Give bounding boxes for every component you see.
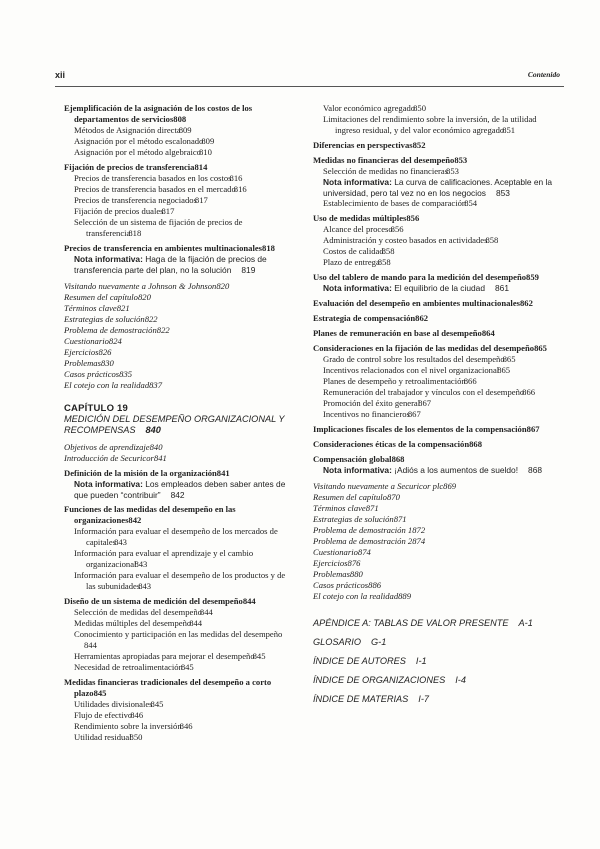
end-matter-item-page: 826 xyxy=(98,347,112,357)
toc-subentry-page: 844 xyxy=(84,640,97,650)
toc-heading-text: Planes de remuneración en base al desempeño xyxy=(313,327,482,338)
toc-subentry xyxy=(313,398,553,409)
toc-subentry-text: Costos de calidad xyxy=(323,246,384,256)
toc-subentry xyxy=(64,662,286,673)
running-title: Contenido xyxy=(527,70,560,79)
toc-subentry-page: 818 xyxy=(128,228,142,238)
toc-subentry-page: 843 xyxy=(134,559,148,569)
appendix-item-text: GLOSARIO xyxy=(313,637,361,647)
toc-subentry-text: Información para evaluar el aprendizaje y el cambio organizacional xyxy=(74,548,254,569)
end-matter-item-page: 886 xyxy=(368,580,382,590)
toc-subentry-text: Incentivos relacionados con el nivel organizacional xyxy=(323,364,500,375)
end-matter-item-text: Ejercicios xyxy=(313,558,348,568)
appendix-item-text: ÍNDICE DE MATERIAS xyxy=(313,694,409,704)
toc-entry xyxy=(64,596,286,673)
toc-entry xyxy=(313,298,553,309)
appendix-item xyxy=(313,614,553,633)
toc-heading-text: Diferencias en perspectivas xyxy=(313,140,413,150)
toc-subentry-page: 867 xyxy=(418,397,432,408)
toc-heading-text: Precios de transferencia en ambientes multinacionales xyxy=(64,243,263,253)
info-note-text: La curva de calificaciones. Aceptable en la universidad, pero tal vez no en los negocios xyxy=(323,177,553,198)
toc-subentry-text: Limitaciones del rendimiento sobre la inversión, de la utilidad ingreso residual, y del valor económico agregado xyxy=(323,114,537,135)
end-matter-item-page: 889 xyxy=(398,591,412,601)
toc-subentry-text: Información para evaluar el desempeño de los productos y de las subunidades xyxy=(74,570,286,591)
toc-subentry-text: Promoción del éxito general xyxy=(323,397,421,408)
end-matter-item-text: Problema de demostración 2 xyxy=(313,536,413,546)
toc-subentry xyxy=(64,651,286,662)
toc-subentry-text: Información para evaluar el desempeño de los mercados de capitales xyxy=(74,526,278,547)
toc-heading xyxy=(64,103,286,125)
toc-subentry xyxy=(64,607,286,618)
toc-heading xyxy=(313,424,553,435)
toc-subentry xyxy=(313,198,553,209)
toc-entry xyxy=(313,424,553,435)
end-matter-item-text: Problema de demostración 1 xyxy=(313,525,413,535)
toc-heading xyxy=(313,213,553,224)
appendix-item-page: A-1 xyxy=(518,618,533,628)
toc-subentry-text: Grado de control sobre los resultados del desempeño xyxy=(323,353,505,364)
toc-heading-text: Compensación global xyxy=(313,453,392,464)
toc-subentry-text: Plazo de entrega xyxy=(323,257,380,267)
toc-heading-text: Definición de la misión de la organización xyxy=(64,468,217,478)
end-matter-item-text: Resumen del capítulo xyxy=(64,292,138,302)
end-matter-item xyxy=(64,281,286,292)
toc-heading-page: 859 xyxy=(526,272,539,282)
end-matter-item-text: Cuestionario xyxy=(64,336,109,346)
toc-column-left xyxy=(64,103,286,743)
toc-entry xyxy=(313,155,553,209)
continued-subentries xyxy=(313,103,553,136)
end-matter-item-page: 872 xyxy=(412,525,426,535)
info-note-page: 868 xyxy=(528,464,543,475)
toc-subentry-page: 845 xyxy=(252,651,266,661)
toc-subentry-page: 845 xyxy=(180,662,194,672)
appendix-item xyxy=(313,652,553,671)
toc-subentry-text: Asignación por el método escalonado xyxy=(74,136,204,146)
toc-subentry-page: 853 xyxy=(446,166,459,176)
end-matter-item-page: 822 xyxy=(156,325,170,335)
end-matter-item-page: 830 xyxy=(100,358,114,368)
end-matter-item-page: 824 xyxy=(108,336,122,346)
end-matter-item xyxy=(313,481,553,492)
toc-subentry-text: Selección de un sistema de fijación de precios de transferencia xyxy=(74,217,243,238)
toc-subentry-page: 858 xyxy=(377,257,391,267)
toc-heading-text: Diseño de un sistema de medición del desempeño xyxy=(64,596,243,606)
end-matter-item-page: 835 xyxy=(119,369,133,379)
end-matter-item-page: 841 xyxy=(153,453,167,463)
end-matter-item-text: Objetivos de aprendizaje xyxy=(64,442,150,452)
end-matter-item xyxy=(64,380,286,391)
end-matter-item-page: 820 xyxy=(216,281,230,291)
toc-subentry xyxy=(64,136,286,147)
appendix-item-page: G-1 xyxy=(371,637,387,647)
toc-subentry-page: 843 xyxy=(138,581,152,591)
end-matter-item xyxy=(64,442,286,453)
toc-subentry-text: Valor económico agregado xyxy=(323,103,416,113)
toc-subentry xyxy=(64,147,286,158)
toc-heading-page: 853 xyxy=(454,155,468,165)
end-matter-item-page: 869 xyxy=(443,481,457,491)
toc-heading-page: 862 xyxy=(415,312,429,323)
info-note xyxy=(313,465,553,476)
toc-subentry-page: 816 xyxy=(233,184,247,194)
appendix-item-page: I-4 xyxy=(455,675,466,685)
toc-subentry-page: 865 xyxy=(502,353,516,364)
appendix-item-page: I-1 xyxy=(415,656,427,666)
toc-subentry-page: 809 xyxy=(178,125,192,135)
appendix-list xyxy=(313,614,553,709)
info-note-label: Nota informativa: xyxy=(74,254,143,264)
toc-heading-page: 808 xyxy=(173,114,187,124)
toc-heading xyxy=(64,243,286,254)
appendix-item xyxy=(313,633,553,652)
toc-subentry-page: 809 xyxy=(201,136,215,146)
toc-heading xyxy=(313,313,553,324)
end-matter-item xyxy=(313,514,553,525)
toc-subentry-page: 846 xyxy=(179,721,193,731)
end-matter-item xyxy=(64,369,286,380)
header-rule xyxy=(55,86,564,87)
end-matter-item xyxy=(313,569,553,580)
toc-subentry xyxy=(64,618,286,629)
info-note xyxy=(64,254,286,275)
toc-entry xyxy=(64,677,286,743)
end-matter-item xyxy=(313,525,553,536)
toc-heading xyxy=(313,272,553,283)
toc-heading-page: 845 xyxy=(93,688,107,698)
toc-subentry-page: 850 xyxy=(129,732,143,742)
toc-subentry xyxy=(64,217,286,239)
toc-entry xyxy=(64,468,286,500)
end-matter-item-text: Visitando nuevamente a Johnson & Johnson xyxy=(64,281,217,291)
toc-heading-text: Uso de medidas múltiples xyxy=(313,213,407,223)
toc-heading xyxy=(313,328,553,339)
toc-subentry-page: 816 xyxy=(229,173,243,183)
toc-subentry xyxy=(64,184,286,195)
toc-entry xyxy=(313,140,553,151)
toc-subentry-page: 817 xyxy=(161,206,175,216)
chapter-label: CAPÍTULO 19 xyxy=(64,403,128,414)
page-header xyxy=(0,0,600,90)
end-matter-item xyxy=(313,503,553,514)
toc-heading-page: 841 xyxy=(216,468,230,478)
toc-heading-page: 865 xyxy=(534,342,547,353)
toc-subentry xyxy=(64,710,286,721)
toc-subentry xyxy=(64,548,286,570)
end-matter-item-page: 871 xyxy=(393,514,407,524)
toc-heading-page: 862 xyxy=(519,297,533,308)
appendix-item-text: ÍNDICE DE ORGANIZACIONES xyxy=(313,675,446,685)
end-matter-item-text: Estrategias de solución xyxy=(64,314,145,324)
end-matter-item-text: Términos clave xyxy=(313,503,366,513)
toc-subentry xyxy=(313,246,553,257)
end-matter-item-text: Cuestionario xyxy=(313,547,358,557)
toc-subentry-text: Establecimiento de bases de comparación xyxy=(323,198,467,208)
toc-subentry xyxy=(64,629,286,651)
end-matter-item-page: 871 xyxy=(365,503,379,513)
end-matter-item-text: El cotejo con la realidad xyxy=(313,591,399,601)
toc-subentry xyxy=(64,721,286,732)
toc-subentry-page: 843 xyxy=(114,537,127,547)
toc-subentry xyxy=(313,387,553,398)
toc-heading-text: Uso del tablero de mando para la medición del desempeño xyxy=(313,272,527,282)
toc-subentry-page: 866 xyxy=(463,375,477,386)
toc-entry xyxy=(313,439,553,450)
toc-heading-text: Medidas financieras tradicionales del desempeño a corto plazo xyxy=(64,677,272,698)
toc-subentry-page: 845 xyxy=(150,699,164,709)
toc-heading-page: 842 xyxy=(128,515,142,525)
end-matter-list xyxy=(313,481,553,602)
toc-entry xyxy=(64,103,286,158)
end-matter-item xyxy=(64,314,286,325)
toc-subentry xyxy=(313,354,553,365)
toc-subentry-text: Conocimiento y participación en las medidas del desempeño xyxy=(74,629,283,639)
appendix-item-text: APÉNDICE A: TABLAS DE VALOR PRESENTE xyxy=(313,618,509,628)
end-matter-item-page: 820 xyxy=(137,292,151,302)
chapter-title-page: 840 xyxy=(145,425,161,435)
end-matter-item-text: Problema de demostración xyxy=(64,325,157,335)
toc-subentry-text: Selección de medidas no financieras xyxy=(323,166,449,176)
end-matter-item-page: 876 xyxy=(347,558,361,568)
toc-subentry xyxy=(64,570,286,592)
toc-subentry xyxy=(313,365,553,376)
toc-heading-text: Consideraciones éticas de la compensación xyxy=(313,438,470,449)
info-note-text: El equilibrio de la ciudad xyxy=(394,283,485,293)
toc-entry xyxy=(313,454,553,476)
toc-subentry xyxy=(64,699,286,710)
end-matter-item-page: 840 xyxy=(149,442,163,452)
toc-heading-text: Fijación de precios de transferencia xyxy=(64,162,195,172)
toc-subentry xyxy=(64,206,286,217)
toc-subentry-text: Métodos de Asignación directa xyxy=(74,125,181,135)
toc-entry xyxy=(64,504,286,592)
info-note xyxy=(64,479,286,500)
end-matter-item-page: 821 xyxy=(116,303,130,313)
toc-heading-page: 868 xyxy=(469,438,483,449)
toc-heading-page: 814 xyxy=(194,162,208,172)
toc-heading xyxy=(64,468,286,479)
end-matter-item-text: Problemas xyxy=(64,358,101,368)
toc-subentry-page: 844 xyxy=(189,618,203,628)
toc-subentry xyxy=(64,173,286,184)
end-matter-item-page: 822 xyxy=(144,314,158,324)
toc-subentry-page: 867 xyxy=(407,408,421,419)
toc-heading xyxy=(64,162,286,173)
end-matter-item-page: 880 xyxy=(349,569,363,579)
toc-subentry-page: 856 xyxy=(390,224,404,234)
end-matter-item-page: 870 xyxy=(386,492,400,502)
toc-subentry-text: Alcance del proceso xyxy=(323,224,393,234)
toc-subentry-page: 858 xyxy=(485,235,499,245)
toc-subentry-page: 850 xyxy=(413,103,426,113)
toc-entry xyxy=(313,213,553,268)
end-matter-item-page: 874 xyxy=(412,536,426,546)
chapter-title-text: MEDICIÓN DEL DESEMPEÑO ORGANIZACIONAL Y RECOMPENSAS xyxy=(64,414,285,435)
toc-heading-page: 864 xyxy=(481,327,495,338)
toc-column-right xyxy=(313,103,553,709)
toc-subentry-text: Planes de desempeño y retroalimentación xyxy=(323,375,466,386)
info-note xyxy=(313,177,553,198)
toc-heading xyxy=(313,454,553,465)
end-matter-list xyxy=(64,442,286,464)
toc-subentry-text: Utilidad residual xyxy=(74,732,132,742)
toc-subentry-text: Asignación por el método algebraico xyxy=(74,147,201,157)
toc-subentry xyxy=(313,103,553,114)
toc-entry xyxy=(64,162,286,239)
end-matter-item xyxy=(64,336,286,347)
toc-heading xyxy=(64,504,286,526)
appendix-item xyxy=(313,671,553,690)
toc-subentry xyxy=(313,166,553,177)
toc-subentry xyxy=(64,526,286,548)
info-note-text: ¡Adiós a los aumentos de sueldo! xyxy=(394,464,519,475)
end-matter-item-text: Términos clave xyxy=(64,303,117,313)
toc-subentry-text: Administración y costeo basados en actividades xyxy=(323,235,488,245)
appendix-item-text: ÍNDICE DE AUTORES xyxy=(313,656,406,666)
appendix-item-page: I-7 xyxy=(418,694,430,704)
toc-subentry-text: Herramientas apropiadas para mejorar el desempeño xyxy=(74,651,255,661)
toc-entry xyxy=(64,243,286,275)
end-matter-item xyxy=(313,492,553,503)
toc-entry xyxy=(313,313,553,324)
toc-heading-text: Consideraciones en la fijación de las medidas del desempeño xyxy=(313,342,535,353)
toc-heading xyxy=(313,140,553,151)
info-note-text: Los empleados deben saber antes de que pueden “contribuir” xyxy=(74,479,286,500)
toc-subentry-text: Medidas múltiples del desempeño xyxy=(74,618,192,628)
toc-heading-page: 818 xyxy=(262,243,275,253)
info-note-page: 842 xyxy=(170,489,185,500)
info-note xyxy=(313,283,553,294)
toc-subentry xyxy=(313,257,553,268)
toc-heading-text: Estrategia de compensación xyxy=(313,312,416,323)
toc-heading-page: 844 xyxy=(242,596,256,606)
toc-subentry-page: 854 xyxy=(464,198,478,208)
end-matter-item-page: 874 xyxy=(357,547,371,557)
toc-heading-text: Funciones de las medidas del desempeño en las organizaciones xyxy=(64,504,236,525)
end-matter-item-text: Casos prácticos xyxy=(64,369,120,379)
chapter-title xyxy=(64,414,286,436)
toc-heading-page: 868 xyxy=(391,453,405,464)
toc-heading-text: Medidas no financieras del desempeño xyxy=(313,155,455,165)
toc-entry xyxy=(313,328,553,339)
toc-subentry-text: Precios de transferencia negociados xyxy=(74,195,197,205)
toc-subentry-page: 851 xyxy=(502,125,516,135)
end-matter-item xyxy=(313,558,553,569)
end-matter-item xyxy=(64,453,286,464)
toc-subentry xyxy=(64,195,286,206)
info-note-page: 861 xyxy=(495,283,509,293)
toc-subentry-page: 810 xyxy=(198,147,212,157)
end-matter-item-text: Visitando nuevamente a Securicor plc xyxy=(313,481,444,491)
toc-heading xyxy=(64,596,286,607)
end-matter-item xyxy=(64,303,286,314)
info-note-page: 819 xyxy=(241,264,256,275)
toc-heading-text: Ejemplificación de la asignación de los costos de los departamentos de servicios xyxy=(64,103,253,124)
page-folio: xii xyxy=(55,70,66,80)
toc-subentry xyxy=(313,224,553,235)
toc-subentry-text: Precios de transferencia basados en los costos xyxy=(74,173,232,183)
toc-subentry xyxy=(64,125,286,136)
toc-heading-page: 856 xyxy=(406,213,420,223)
toc-subentry xyxy=(313,114,553,136)
toc-subentry-text: Flujo de efectivo xyxy=(74,710,133,720)
toc-subentry xyxy=(313,235,553,246)
toc-heading xyxy=(313,298,553,309)
info-note-label: Nota informativa: xyxy=(323,464,392,475)
toc-heading xyxy=(64,677,286,699)
end-matter-item xyxy=(313,536,553,547)
end-matter-item-page: 837 xyxy=(149,380,163,390)
toc-heading xyxy=(313,439,553,450)
info-note-label: Nota informativa: xyxy=(323,283,392,293)
toc-heading xyxy=(313,155,553,166)
toc-subentry-text: Utilidades divisionales xyxy=(74,699,153,709)
end-matter-item-text: Ejercicios xyxy=(64,347,99,357)
toc-subentry-text: Rendimiento sobre la inversión xyxy=(74,721,182,731)
end-matter-item xyxy=(313,591,553,602)
toc-entry xyxy=(313,272,553,294)
end-matter-item xyxy=(313,547,553,558)
appendix-item xyxy=(313,690,553,709)
end-matter-item-text: Introducción de Securicor xyxy=(64,453,154,463)
end-matter-item-text: El cotejo con la realidad xyxy=(64,380,150,390)
end-matter-item xyxy=(64,347,286,358)
toc-subentry-text: Fijación de precios duales xyxy=(74,206,164,216)
toc-entry xyxy=(313,343,553,420)
toc-subentry-page: 846 xyxy=(130,710,144,720)
end-matter-item xyxy=(64,292,286,303)
toc-subentry-page: 858 xyxy=(381,246,395,256)
info-note-page: 853 xyxy=(495,187,510,198)
toc-subentry-page: 844 xyxy=(199,607,213,617)
toc-heading-page: 852 xyxy=(412,140,426,150)
toc-subentry-page: 866 xyxy=(522,386,536,397)
toc-heading-text: Implicaciones fiscales de los elementos de la compensación xyxy=(313,423,527,434)
toc-subentry-page: 865 xyxy=(497,364,511,375)
toc-subentry-text: Incentivos no financieros xyxy=(323,408,410,419)
toc-subentry-text: Remuneración del trabajador y vínculos con el desempeño xyxy=(323,386,525,397)
end-matter-item xyxy=(64,358,286,369)
info-note-label: Nota informativa: xyxy=(323,177,392,187)
toc-subentry-page: 817 xyxy=(194,195,208,205)
end-matter-item xyxy=(64,325,286,336)
toc-subentry xyxy=(313,409,553,420)
info-note-label: Nota informativa: xyxy=(74,479,143,489)
toc-subentry xyxy=(313,376,553,387)
end-matter-item-text: Problemas xyxy=(313,569,350,579)
end-matter-list xyxy=(64,281,286,391)
toc-subentry-text: Selección de medidas del desempeño xyxy=(74,607,202,617)
end-matter-item-text: Estrategias de solución xyxy=(313,514,394,524)
end-matter-item-text: Resumen del capítulo xyxy=(313,492,387,502)
toc-heading-page: 867 xyxy=(526,423,540,434)
toc-subentry-text: Necesidad de retroalimentación xyxy=(74,662,183,672)
toc-subentry xyxy=(64,732,286,743)
end-matter-item xyxy=(313,580,553,591)
toc-subentry-text: Precios de transferencia basados en el mercado xyxy=(74,184,236,194)
end-matter-item-text: Casos prácticos xyxy=(313,580,369,590)
info-note-text: Haga de la fijación de precios de transferencia parte del plan, no la solución xyxy=(74,254,267,275)
toc-heading-text: Evaluación del desempeño en ambientes multinacionales xyxy=(313,297,520,308)
toc-heading xyxy=(313,343,553,354)
